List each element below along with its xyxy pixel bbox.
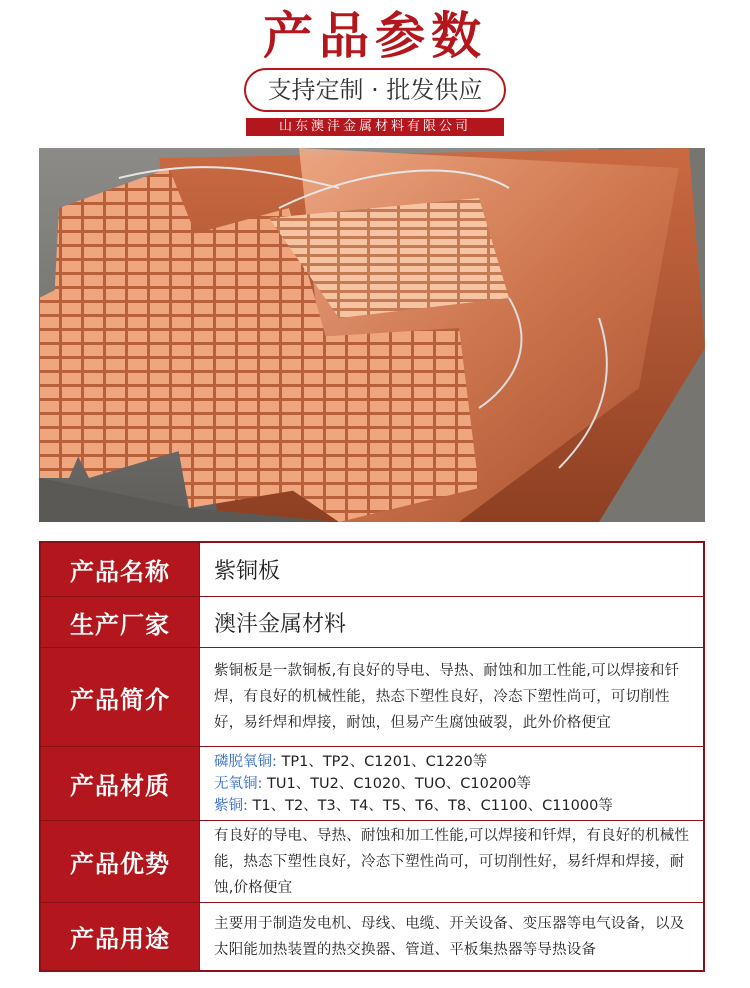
subtitle-badge: 支持定制 · 批发供应 xyxy=(244,68,506,112)
spec-row-maker xyxy=(41,597,703,648)
material-line xyxy=(214,751,693,773)
spec-label: 产品简介 xyxy=(41,648,200,746)
spec-row-intro xyxy=(41,648,703,747)
material-name: 紫铜: xyxy=(214,797,248,814)
spec-label: 产品名称 xyxy=(41,543,200,596)
spec-label: 生产厂家 xyxy=(41,597,200,647)
spec-value xyxy=(200,648,703,746)
material-name: 磷脱氧铜: xyxy=(214,753,277,770)
copper-bars-image xyxy=(39,148,705,522)
material-name: 无氧铜: xyxy=(214,775,263,792)
intro-text: 紫铜板是一款铜板,有良好的导电、导热、耐蚀和加工性能,可以焊接和钎焊，有良好的机械性能，热态下塑性良好，冷态下塑性尚可，可切削性好，易纤焊和焊接，耐蚀，但易产生腐蚀破裂，此外价格便宜 xyxy=(214,663,680,731)
page-title: 产品参数 xyxy=(263,7,487,65)
company-name-bar: 山东澳沣金属材料有限公司 xyxy=(246,118,504,136)
spec-label: 产品优势 xyxy=(41,821,200,902)
spec-value xyxy=(200,747,703,820)
spec-row-usage xyxy=(41,903,703,970)
product-photo xyxy=(39,148,705,522)
material-grades: TP1、TP2、C1201、C1220等 xyxy=(276,753,488,770)
material-grades: T1、T2、T3、T4、T5、T6、T8、C1100、C11000等 xyxy=(247,797,613,814)
spec-row-name xyxy=(41,543,703,597)
material-list xyxy=(214,751,693,817)
spec-value: 澳沣金属材料 xyxy=(214,611,347,637)
spec-label: 产品用途 xyxy=(41,903,200,970)
spec-row-material xyxy=(41,747,703,821)
material-line xyxy=(214,773,693,795)
material-grades: TU1、TU2、C1020、TUO、C10200等 xyxy=(262,775,532,792)
material-line xyxy=(214,795,693,817)
spec-table xyxy=(39,541,705,972)
usage-text: 主要用于制造发电机、母线、电缆、开关设备、变压器等电气设备，以及太阳能加热装置的热交换器、管道、平板集热器等导热设备 xyxy=(214,915,685,958)
spec-value: 紫铜板 xyxy=(214,559,281,584)
spec-label: 产品材质 xyxy=(41,747,200,820)
spec-value xyxy=(200,903,703,970)
advantage-text: 有良好的导电、导热、耐蚀和加工性能,可以焊接和钎焊，有良好的机械性能，热态下塑性良好，冷态下塑性尚可，可切削性好，易纤焊和焊接，耐蚀,价格便宜 xyxy=(214,827,690,896)
spec-row-advantage xyxy=(41,821,703,903)
spec-value xyxy=(200,821,703,902)
